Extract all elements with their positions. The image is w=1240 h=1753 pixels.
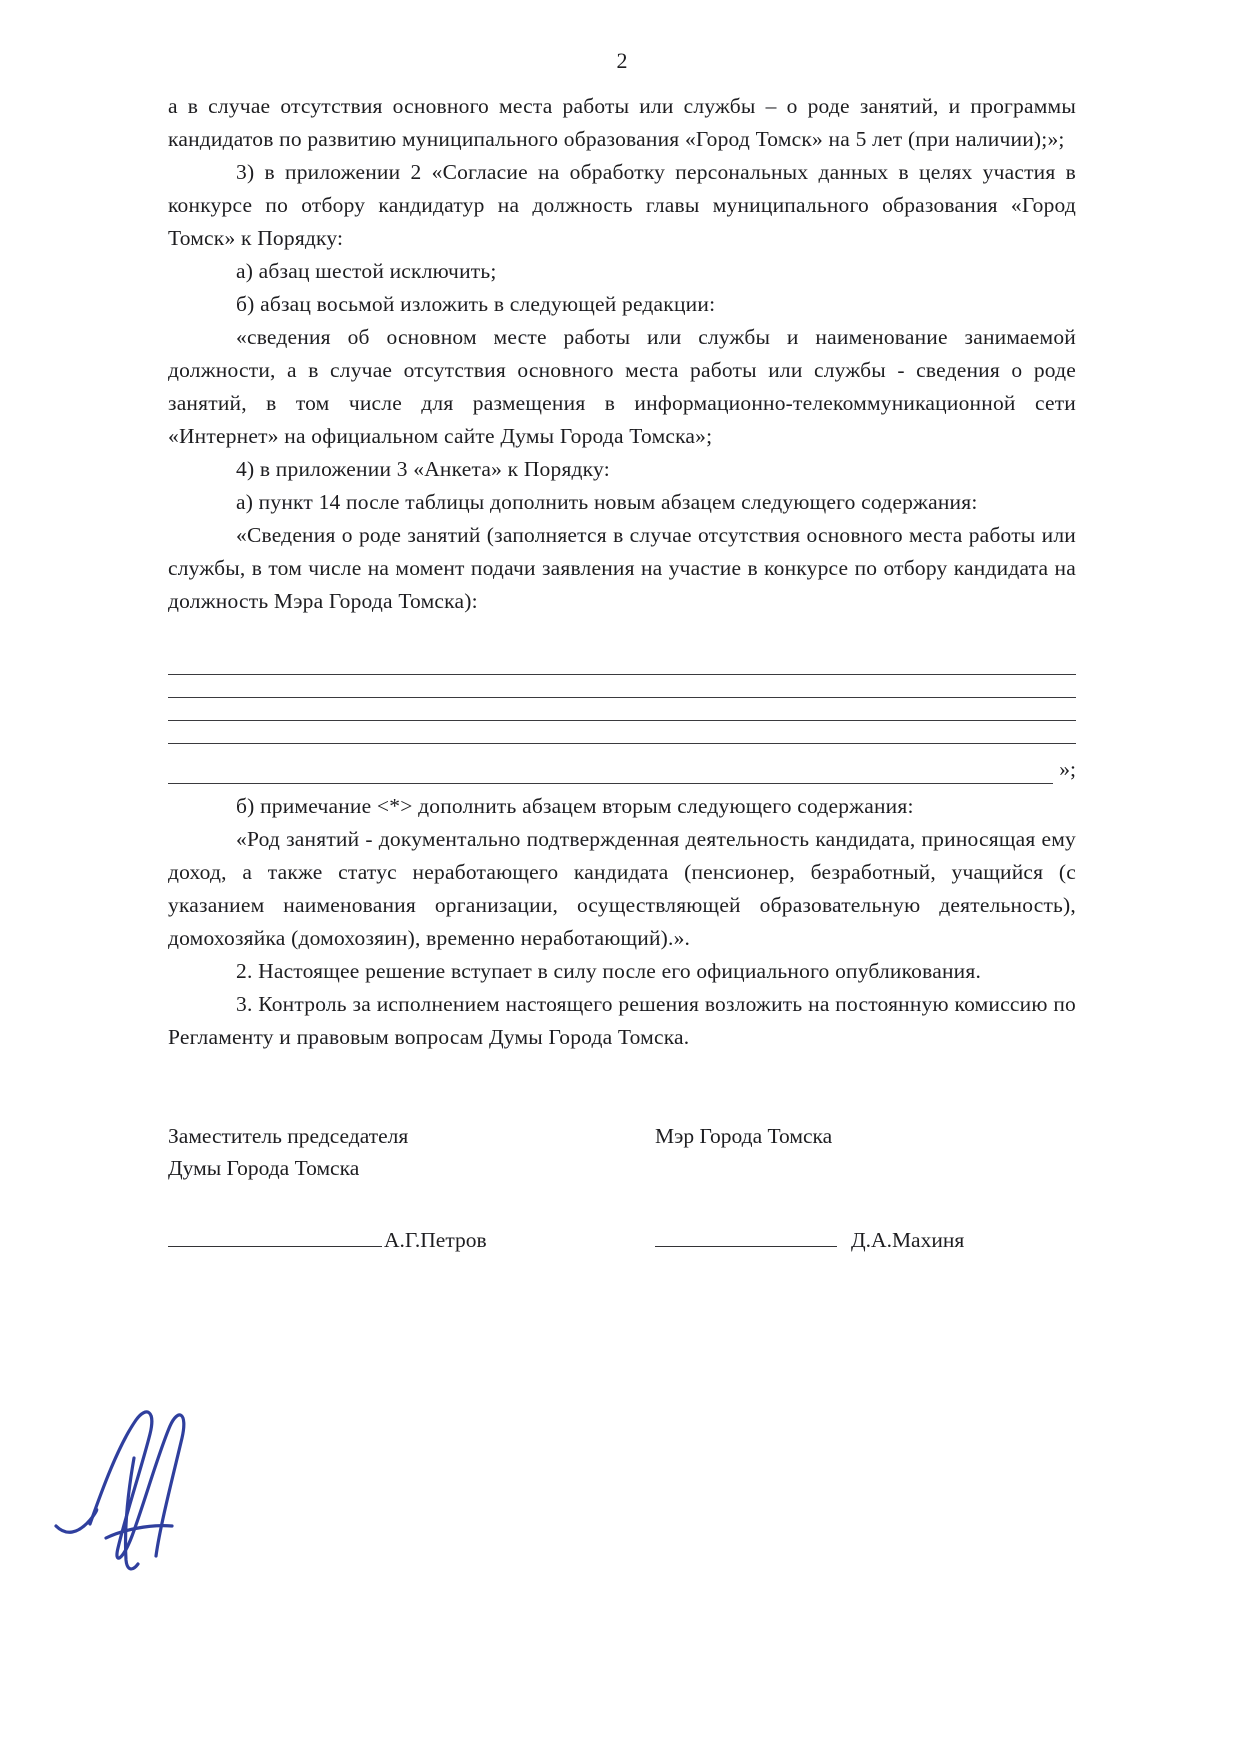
paragraph-item-3a: а) абзац шестой исключить; xyxy=(236,259,497,283)
closing-quote-mark: »; xyxy=(1059,757,1076,781)
signature-lines-row xyxy=(168,1222,1076,1257)
signature-titles-row xyxy=(168,1120,1076,1184)
paragraph-quote-rod-zanyatiy-intro: «Сведения о роде занятий (заполняется в случае отсутствия основного места работы или службы, в том числе на момент подачи заявления на участие в конкурсе по отбору кандидата на должность Мэра Города Томска): xyxy=(168,523,1076,613)
fill-in-lines-block xyxy=(168,652,1076,784)
signatory-left-title-line2: Думы Города Томска xyxy=(168,1156,360,1180)
handwritten-signature-icon xyxy=(46,1398,226,1583)
signature-rule-left xyxy=(168,1222,382,1247)
blank-line xyxy=(168,675,1076,698)
paragraph-item-4: 4) в приложении 3 «Анкета» к Порядку: xyxy=(236,457,610,481)
paragraph-quote-rod-zanyatiy-definition: «Род занятий - документально подтвержденная деятельность кандидата, приносящая ему доход, а также статус неработающего кандидата (пенсионер, безработный, учащийся (с указанием наименования организации, осуществляющей образовательную деятельность), домохозяйка (домохозяин), временно неработающий).». xyxy=(168,827,1076,950)
signatory-right-title: Мэр Города Томска xyxy=(655,1124,833,1148)
blank-line-with-closing xyxy=(168,754,1076,784)
signatory-left-name: А.Г.Петров xyxy=(384,1228,487,1252)
signature-rule-right xyxy=(655,1222,837,1247)
blank-line xyxy=(168,757,1053,784)
paragraph-quote-svedeniya: «сведения об основном месте работы или службы и наименование занимаемой должности, а в случае отсутствия основного места работы или службы - сведения о роде занятий, в том числе для размещения в информационно-телекоммуникационной сети «Интернет» на официальном сайте Думы Города Томска»; xyxy=(168,325,1076,448)
paragraph-item-4a: а) пункт 14 после таблицы дополнить новым абзацем следующего содержания: xyxy=(236,490,978,514)
blank-line xyxy=(168,721,1076,744)
paragraph-item-4b: б) примечание <*> дополнить абзацем вторым следующего содержания: xyxy=(236,794,914,818)
blank-line xyxy=(168,698,1076,721)
paragraph-point-3: 3. Контроль за исполнением настоящего решения возложить на постоянную комиссию по Регламенту и правовым вопросам Думы Города Томска. xyxy=(168,992,1076,1049)
signature-line-left xyxy=(168,1222,655,1257)
paragraph-item-3b: б) абзац восьмой изложить в следующей редакции: xyxy=(236,292,716,316)
signature-line-right xyxy=(655,1222,1076,1257)
blank-line xyxy=(168,652,1076,675)
paragraph-point-2: 2. Настоящее решение вступает в силу после его официального опубликования. xyxy=(236,959,982,983)
signatory-left-title-line1: Заместитель председателя xyxy=(168,1124,409,1148)
paragraph-continuation: а в случае отсутствия основного места работы или службы – о роде занятий, и программы кандидатов по развитию муниципального образования «Город Томск» на 5 лет (при наличии);»; xyxy=(168,94,1076,151)
page-number: 2 xyxy=(616,48,628,73)
signatory-left-title xyxy=(168,1120,655,1184)
paragraph-item-3: 3) в приложении 2 «Согласие на обработку персональных данных в целях участия в конкурсе по отбору кандидатур на должность главы муниципального образования «Город Томск» к Порядку: xyxy=(168,160,1076,250)
signatory-right-name: Д.А.Махиня xyxy=(851,1228,965,1252)
